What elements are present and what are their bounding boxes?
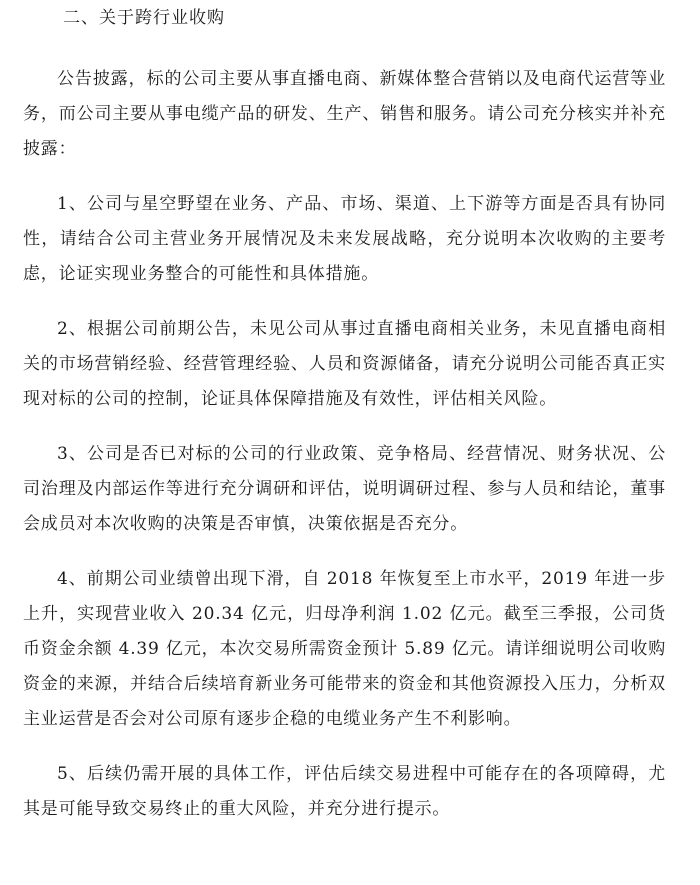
paragraph-intro: 公告披露，标的公司主要从事直播电商、新媒体整合营销以及电商代运营等业务，而公司主要从事电缆产品的研发、生产、销售和服务。请公司充分核实并补充披露： — [23, 69, 666, 159]
paragraph-item-4: 4、前期公司业绩曾出现下滑，自 2018 年恢复至上市水平，2019 年进一步上升，实现营业收入 20.34 亿元，归母净利润 1.02 亿元。截至三季报，公司货币资金余额 4.39 亿元，本次交易所需资金预计 5.89 亿元。请详细说明公司收购资金的来源，并结合后续培育新业务可能带来的资金和其他资源投入压力，分析双主业运营是否会对公司原有逐步企稳的电缆业务产生不利影响。 — [23, 569, 666, 729]
paragraph-item-5: 5、后续仍需开展的具体工作，评估后续交易进程中可能存在的各项障碍，尤其是可能导致交易终止的重大风险，并充分进行提示。 — [23, 764, 666, 819]
section-heading: 二、关于跨行业收购 — [63, 8, 225, 28]
paragraph-item-2: 2、根据公司前期公告，未见公司从事过直播电商相关业务，未见直播电商相关的市场营销经验、经营管理经验、人员和资源储备，请充分说明公司能否真正实现对标的公司的控制，论证具体保障措施及有效性，评估相关风险。 — [23, 319, 666, 409]
paragraph-item-1: 1、公司与星空野望在业务、产品、市场、渠道、上下游等方面是否具有协同性，请结合公司主营业务开展情况及未来发展战略，充分说明本次收购的主要考虑，论证实现业务整合的可能性和具体措施。 — [23, 194, 666, 284]
paragraph-item-3: 3、公司是否已对标的公司的行业政策、竞争格局、经营情况、财务状况、公司治理及内部运作等进行充分调研和评估，说明调研过程、参与人员和结论，董事会成员对本次收购的决策是否审慎，决策依据是否充分。 — [23, 444, 666, 534]
